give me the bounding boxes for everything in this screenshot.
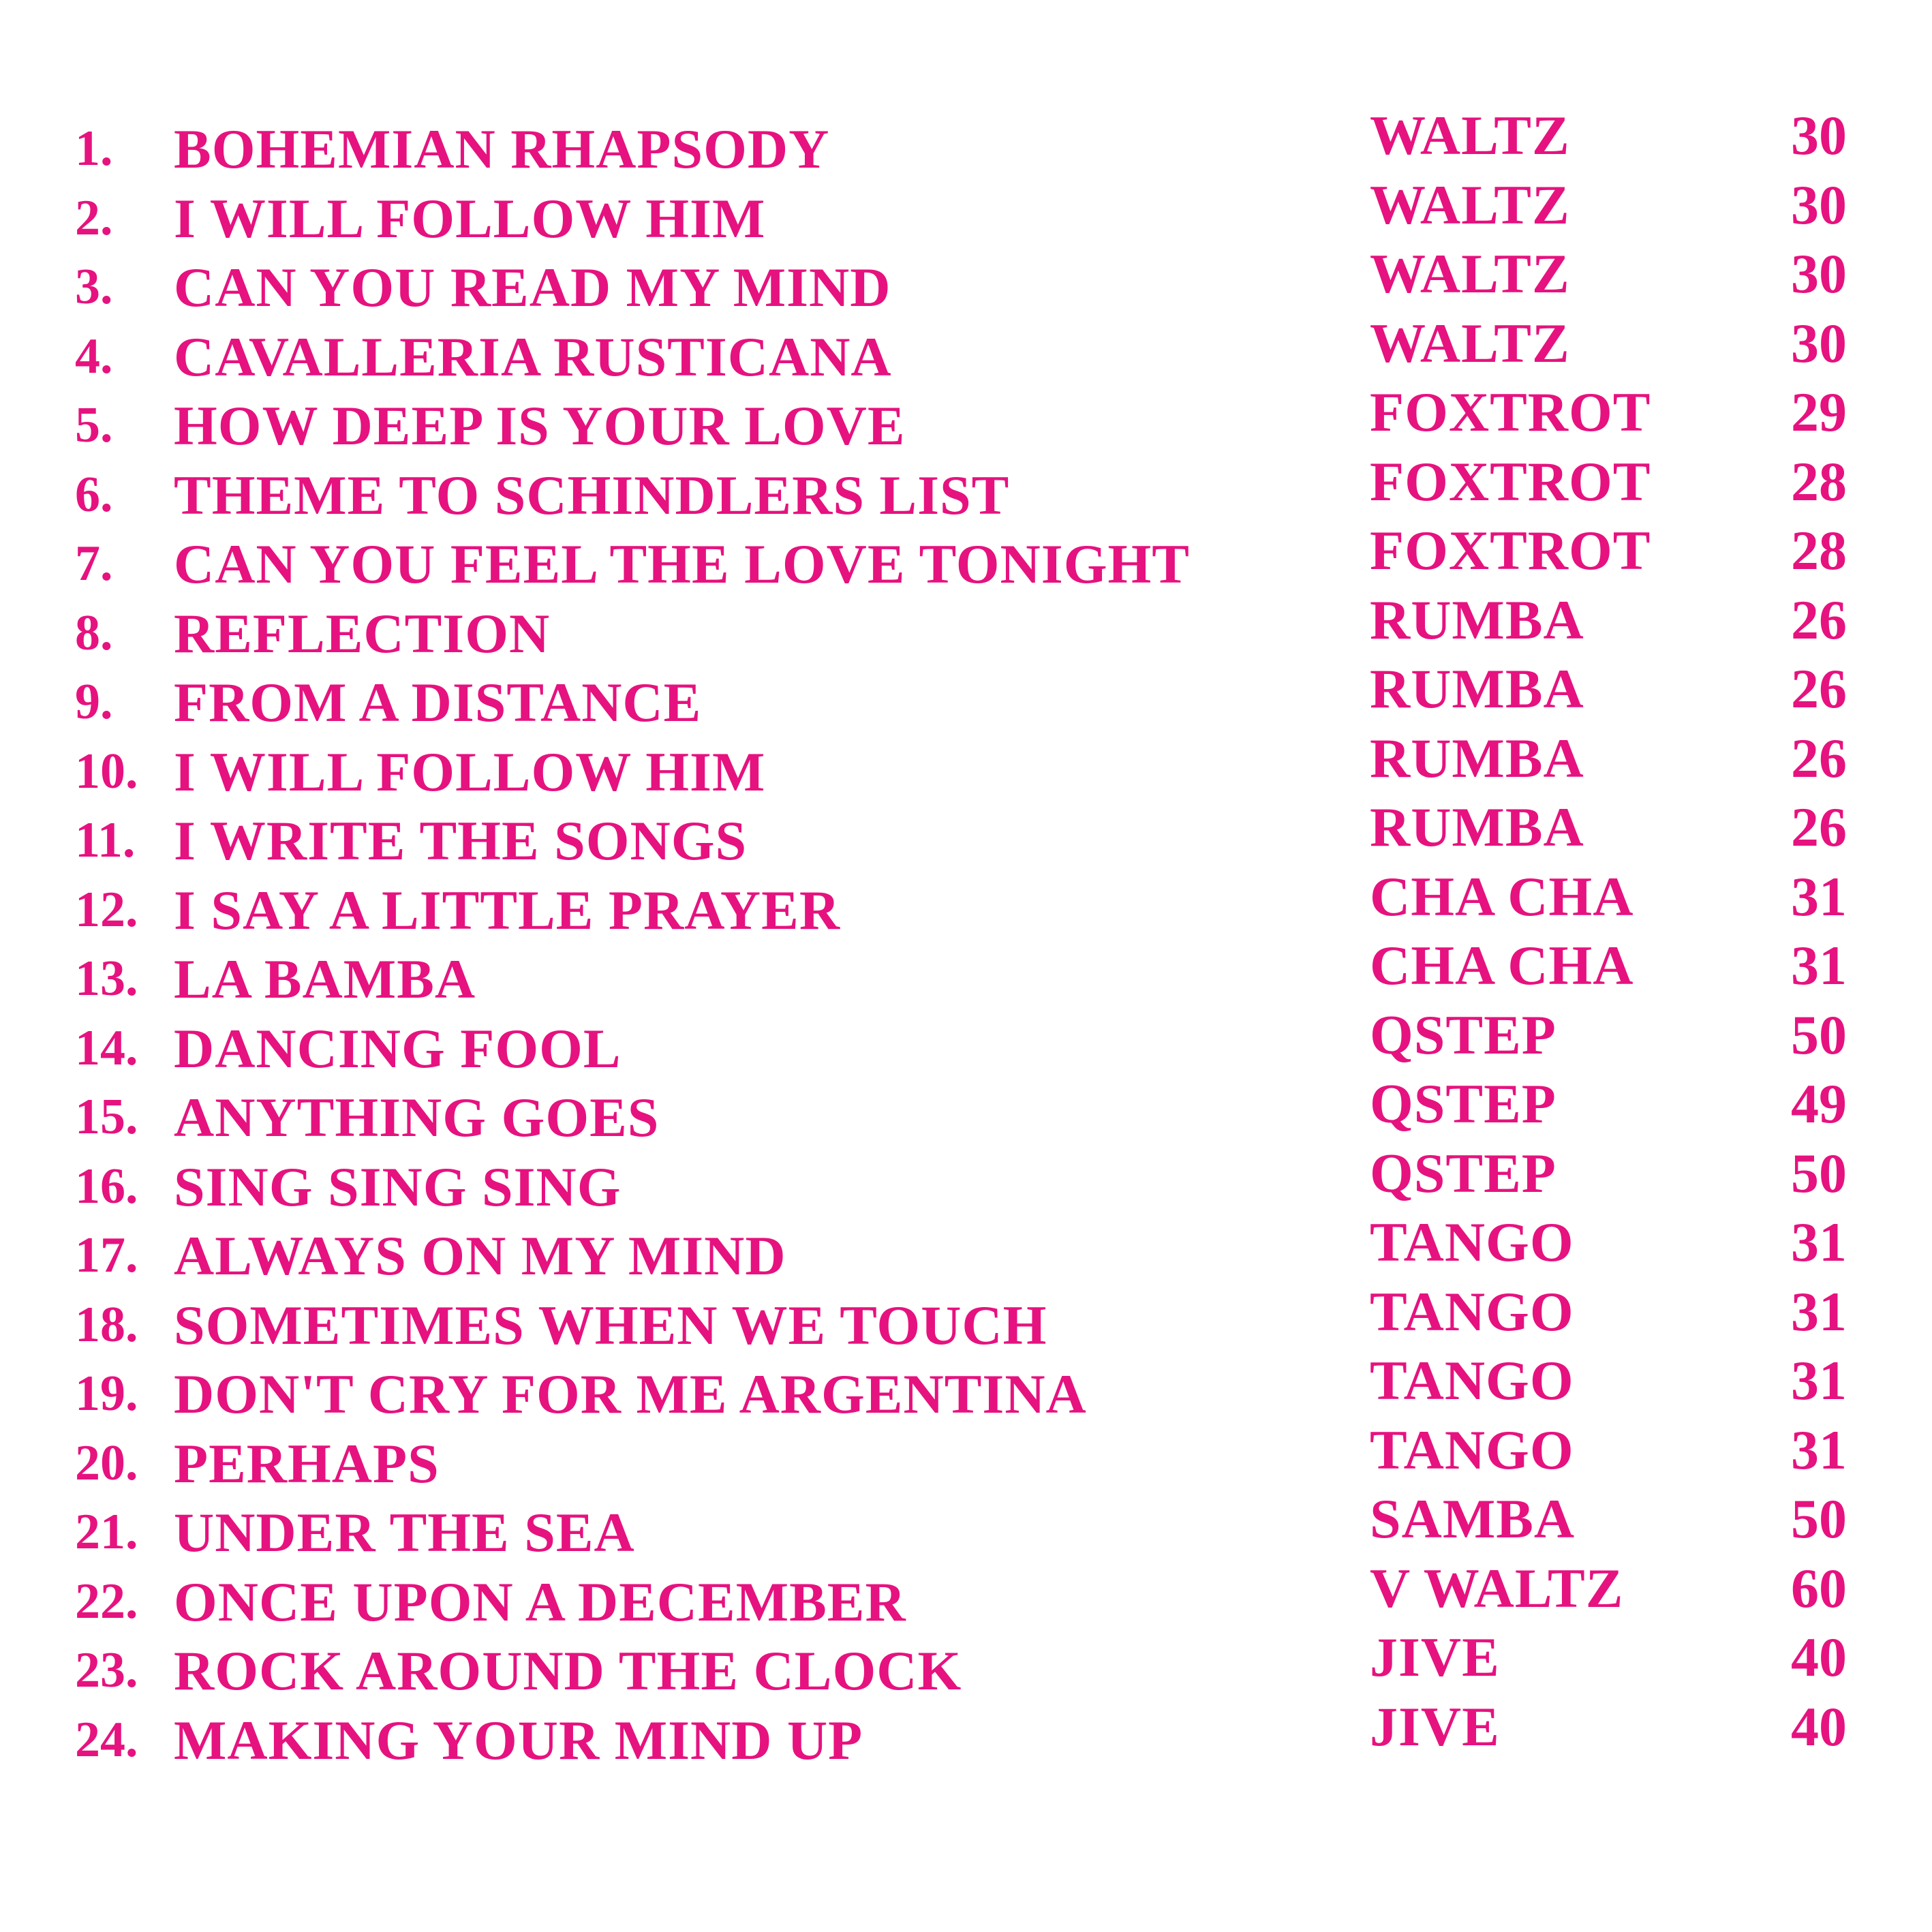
song-title: I WILL FOLLOW HIM xyxy=(174,740,766,803)
dance-style: CHA CHA xyxy=(1370,865,1634,927)
song-title: I SAY A LITTLE PRAYER xyxy=(174,878,841,941)
song-list xyxy=(75,104,1847,1775)
dance-style: TANGO xyxy=(1370,1280,1574,1343)
song-title: ROCK AROUND THE CLOCK xyxy=(174,1640,962,1702)
song-number: 20. xyxy=(75,1435,138,1491)
tempo-count: 50 xyxy=(1791,1141,1847,1204)
dance-style: JIVE xyxy=(1370,1626,1500,1688)
song-title: LA BAMBA xyxy=(174,948,476,1010)
song-row xyxy=(75,1626,1847,1706)
song-number: 14. xyxy=(75,1019,138,1076)
tempo-count: 28 xyxy=(1791,450,1847,512)
tempo-count: 29 xyxy=(1791,381,1847,443)
song-row xyxy=(75,934,1847,1014)
tempo-count: 31 xyxy=(1791,1280,1847,1343)
tempo-count: 28 xyxy=(1791,519,1847,581)
song-number: 10. xyxy=(75,743,138,799)
dance-style: WALTZ xyxy=(1370,173,1570,236)
tempo-count: 26 xyxy=(1791,726,1847,789)
song-number: 7. xyxy=(75,536,113,592)
song-title: CAN YOU READ MY MIND xyxy=(174,256,891,318)
song-title: ANYTHING GOES xyxy=(174,1086,660,1148)
dance-style: CHA CHA xyxy=(1370,934,1634,996)
dance-style: FOXTROT xyxy=(1370,381,1651,443)
song-number: 5. xyxy=(75,397,113,453)
song-row xyxy=(75,1695,1847,1775)
dance-style: JIVE xyxy=(1370,1695,1500,1758)
song-title: I WRITE THE SONGS xyxy=(174,810,748,872)
tempo-count: 31 xyxy=(1791,1349,1847,1411)
song-number: 2. xyxy=(75,189,113,246)
song-title: CAVALLERIA RUSTICANA xyxy=(174,325,892,388)
dance-style: FOXTROT xyxy=(1370,450,1651,512)
dance-style: WALTZ xyxy=(1370,104,1570,166)
song-title: HOW DEEP IS YOUR LOVE xyxy=(174,395,906,457)
song-number: 16. xyxy=(75,1158,138,1214)
tempo-count: 49 xyxy=(1791,1073,1847,1135)
song-title: DANCING FOOL xyxy=(174,1017,622,1079)
song-title: CAN YOU FEEL THE LOVE TONIGHT xyxy=(174,533,1190,595)
song-title: I WILL FOLLOW HIM xyxy=(174,187,766,249)
tempo-count: 40 xyxy=(1791,1695,1847,1758)
tempo-count: 30 xyxy=(1791,243,1847,305)
tempo-count: 26 xyxy=(1791,658,1847,720)
tempo-count: 31 xyxy=(1791,865,1847,927)
tempo-count: 30 xyxy=(1791,104,1847,166)
song-title: MAKING YOUR MIND UP xyxy=(174,1708,863,1771)
song-title: UNDER THE SEA xyxy=(174,1501,635,1563)
dance-style: V WALTZ xyxy=(1370,1557,1624,1619)
song-number: 22. xyxy=(75,1573,138,1629)
dance-style: QSTEP xyxy=(1370,1141,1557,1204)
song-title: BOHEMIAN RHAPSODY xyxy=(174,118,830,180)
song-number: 19. xyxy=(75,1366,138,1422)
tempo-count: 50 xyxy=(1791,1003,1847,1066)
song-number: 1. xyxy=(75,121,113,177)
song-number: 6. xyxy=(75,466,113,523)
song-number: 21. xyxy=(75,1504,138,1560)
dance-style: WALTZ xyxy=(1370,243,1570,305)
dance-style: FOXTROT xyxy=(1370,519,1651,581)
song-number: 24. xyxy=(75,1711,138,1768)
tempo-count: 31 xyxy=(1791,934,1847,996)
tempo-count: 30 xyxy=(1791,173,1847,236)
song-number: 4. xyxy=(75,328,113,384)
song-number: 18. xyxy=(75,1296,138,1353)
dance-style: QSTEP xyxy=(1370,1073,1557,1135)
dance-style: RUMBA xyxy=(1370,726,1584,789)
dance-style: SAMBA xyxy=(1370,1488,1576,1550)
song-row xyxy=(75,1557,1847,1637)
song-title: FROM A DISTANCE xyxy=(174,671,702,733)
song-number: 12. xyxy=(75,881,138,938)
dance-style: QSTEP xyxy=(1370,1003,1557,1066)
dance-style: RUMBA xyxy=(1370,588,1584,651)
tempo-count: 31 xyxy=(1791,1418,1847,1481)
song-title: ONCE UPON A DECEMBER xyxy=(174,1570,906,1633)
song-title: DON'T CRY FOR ME ARGENTINA xyxy=(174,1363,1087,1425)
song-title: THEME TO SCHINDLERS LIST xyxy=(174,463,1010,526)
song-number: 11. xyxy=(75,812,136,868)
song-number: 23. xyxy=(75,1642,138,1698)
dance-style: RUMBA xyxy=(1370,658,1584,720)
song-title: SING SING SING xyxy=(174,1155,622,1218)
song-title: SOMETIMES WHEN WE TOUCH xyxy=(174,1293,1047,1356)
song-row xyxy=(75,1073,1847,1152)
song-number: 8. xyxy=(75,604,113,661)
song-number: 3. xyxy=(75,259,113,315)
song-number: 9. xyxy=(75,674,113,730)
tempo-count: 31 xyxy=(1791,1211,1847,1273)
song-number: 15. xyxy=(75,1089,138,1145)
song-title: PERHAPS xyxy=(174,1432,440,1494)
dance-style: RUMBA xyxy=(1370,796,1584,858)
tempo-count: 40 xyxy=(1791,1626,1847,1688)
song-number: 13. xyxy=(75,951,138,1007)
dance-style: TANGO xyxy=(1370,1349,1574,1411)
tempo-count: 26 xyxy=(1791,588,1847,651)
song-title: REFLECTION xyxy=(174,602,551,664)
tempo-count: 30 xyxy=(1791,311,1847,374)
tempo-count: 50 xyxy=(1791,1488,1847,1550)
dance-style: WALTZ xyxy=(1370,311,1570,374)
dance-style: TANGO xyxy=(1370,1211,1574,1273)
tempo-count: 26 xyxy=(1791,796,1847,858)
song-title: ALWAYS ON MY MIND xyxy=(174,1225,786,1287)
song-number: 17. xyxy=(75,1227,138,1283)
tempo-count: 60 xyxy=(1791,1557,1847,1619)
song-row xyxy=(75,1003,1847,1084)
dance-style: TANGO xyxy=(1370,1418,1574,1481)
